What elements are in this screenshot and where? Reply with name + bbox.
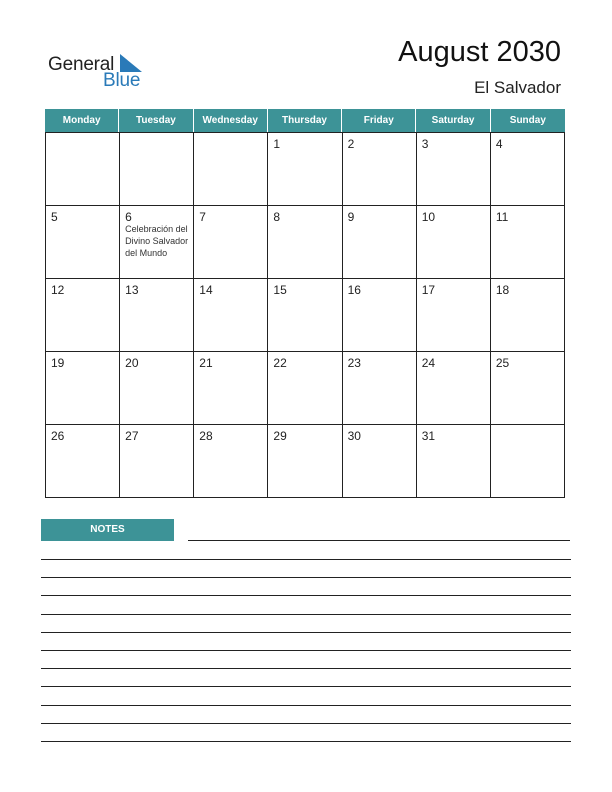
calendar-day-cell <box>120 425 194 498</box>
calendar <box>45 109 565 498</box>
notes-line <box>41 705 571 706</box>
logo-text-blue: Blue <box>103 70 141 91</box>
day-number: 3 <box>421 137 429 151</box>
notes-line <box>188 540 570 541</box>
calendar-day-cell <box>268 425 342 498</box>
calendar-day-cell <box>417 133 491 206</box>
calendar-day-cell <box>120 206 194 279</box>
day-number: 2 <box>347 137 355 151</box>
calendar-day-cell <box>491 133 565 206</box>
notes-line <box>41 741 571 742</box>
calendar-day-cell <box>120 352 194 425</box>
notes-line <box>41 650 571 651</box>
calendar-day-cell <box>417 425 491 498</box>
calendar-day-cell <box>343 279 417 352</box>
weekday-monday: Monday <box>45 109 119 132</box>
weekday-friday: Friday <box>342 109 416 132</box>
calendar-day-cell <box>46 425 120 498</box>
calendar-day-cell <box>268 206 342 279</box>
calendar-day-cell <box>491 425 565 498</box>
calendar-day-cell <box>46 206 120 279</box>
day-number: 15 <box>273 283 287 297</box>
day-number: 30 <box>347 429 361 443</box>
calendar-day-cell <box>194 352 268 425</box>
day-number: 9 <box>347 210 355 224</box>
notes-line <box>41 632 571 633</box>
calendar-day-cell <box>194 279 268 352</box>
calendar-day-cell <box>417 279 491 352</box>
day-number: 10 <box>421 210 436 224</box>
day-number: 26 <box>51 429 65 443</box>
weekday-sunday: Sunday <box>509 115 546 126</box>
weekday-tuesday: Tuesday <box>119 109 193 132</box>
day-number: 7 <box>199 210 206 224</box>
weekday-saturday: Saturday <box>416 109 490 132</box>
calendar-day-cell <box>491 206 565 279</box>
calendar-day-cell <box>194 206 268 279</box>
calendar-day-cell <box>491 279 565 352</box>
day-number: 13 <box>125 283 139 297</box>
day-number: 1 <box>273 137 281 151</box>
notes-label: NOTES <box>41 519 174 541</box>
calendar-day-cell <box>268 133 342 206</box>
day-number: 28 <box>199 429 213 443</box>
calendar-day-cell <box>343 206 417 279</box>
day-number: 29 <box>273 429 287 443</box>
notes-line <box>41 577 571 578</box>
notes-line <box>41 686 571 687</box>
day-number: 12 <box>51 283 65 297</box>
day-number: 14 <box>199 283 213 297</box>
calendar-day-cell <box>343 352 417 425</box>
notes-line <box>41 668 571 669</box>
calendar-day-cell <box>194 133 268 206</box>
calendar-weekday-header <box>45 109 565 132</box>
calendar-day-cell <box>46 279 120 352</box>
calendar-day-cell <box>194 425 268 498</box>
day-number: 6 <box>125 210 132 224</box>
day-number: 18 <box>495 283 510 297</box>
day-number: 31 <box>421 429 436 443</box>
holiday-event: Celebración del Divino Salvador del Mundo <box>125 224 189 258</box>
weekday-thursday: Thursday <box>268 109 342 132</box>
calendar-grid <box>45 132 565 498</box>
day-number: 24 <box>421 356 436 370</box>
day-number: 19 <box>51 356 65 370</box>
calendar-day-cell <box>417 352 491 425</box>
logo-text-general: General <box>48 54 115 75</box>
day-number: 20 <box>125 356 139 370</box>
notes-line <box>41 559 571 560</box>
day-number: 11 <box>495 210 509 224</box>
day-number: 21 <box>199 356 213 370</box>
notes-line <box>41 595 571 596</box>
day-number: 4 <box>495 137 503 151</box>
calendar-day-cell <box>343 425 417 498</box>
day-number: 5 <box>51 210 58 224</box>
calendar-day-cell <box>120 279 194 352</box>
weekday-wednesday: Wednesday <box>194 109 268 132</box>
day-number: 16 <box>347 283 361 297</box>
day-number: 27 <box>125 429 139 443</box>
notes-line <box>41 614 571 615</box>
day-number: 17 <box>421 283 436 297</box>
calendar-day-cell <box>343 133 417 206</box>
page-title: August 2030 <box>398 36 561 68</box>
logo <box>48 52 148 94</box>
day-number: 22 <box>273 356 287 370</box>
calendar-day-cell <box>46 352 120 425</box>
day-number: 23 <box>347 356 361 370</box>
calendar-day-cell <box>491 352 565 425</box>
calendar-day-cell <box>417 206 491 279</box>
notes-line <box>41 723 571 724</box>
calendar-day-cell <box>120 133 194 206</box>
calendar-day-cell <box>268 279 342 352</box>
day-number: 8 <box>273 210 281 224</box>
calendar-day-cell <box>46 133 120 206</box>
day-number: 25 <box>495 356 510 370</box>
calendar-day-cell <box>268 352 342 425</box>
page-subtitle: El Salvador <box>474 78 561 97</box>
